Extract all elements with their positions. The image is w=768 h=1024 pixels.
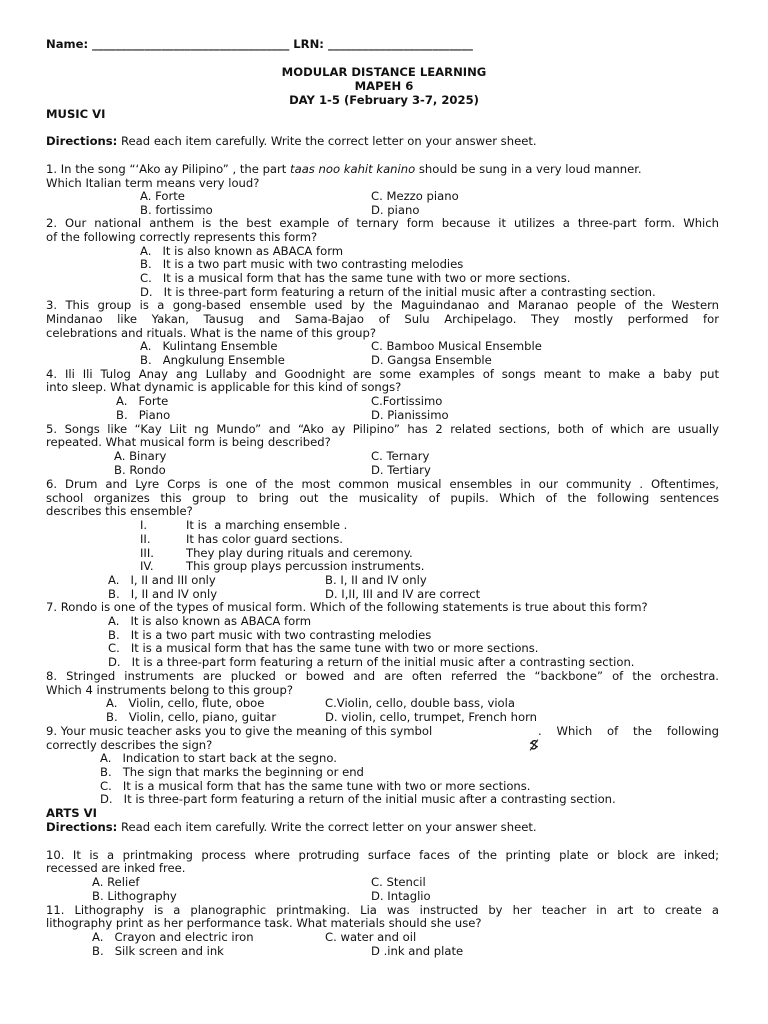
q10-option-d: D. Intaglio [371, 889, 431, 903]
q6-roman-3-text: They play during rituals and ceremony. [186, 546, 413, 560]
question-6-line-1: 6. Drum and Lyre Corps is one of the most common musical ensembles in our community . Oftentimes, [46, 477, 719, 491]
question-9-line-2: correctly describes the sign? [46, 738, 213, 752]
q5-option-a: A. Binary [114, 449, 167, 463]
question-5-line-1: 5. Songs like “Kay Liit ng Mundo” and “Ako ay Pilipino” has 2 related sections, both of which are usually [46, 422, 719, 436]
q6-option-a: A. I, II and III only [108, 573, 216, 587]
music-directions [46, 135, 537, 148]
q2-option-c: C. It is a musical form that has the same tune with two or more sections. [140, 271, 571, 285]
question-6-line-2: school organizes this group to bring out the musicality of pupils. Which of the following sentences [46, 491, 719, 505]
title-line-1: MODULAR DISTANCE LEARNING [281, 65, 487, 79]
q2-option-a: A. It is also known as ABACA form [140, 244, 344, 258]
q6-roman-3-num: III. [140, 546, 154, 560]
q10-option-a: A. Relief [92, 875, 140, 889]
q4-option-b: B. Piano [116, 408, 171, 422]
title-line-3: DAY 1-5 (February 3-7, 2025) [289, 93, 479, 107]
name-blank: __________________________________ [92, 37, 290, 51]
q5-option-b: B. Rondo [114, 463, 166, 477]
question-11-line-2: lithography print as her performance task. What materials should she use? [46, 916, 482, 930]
question-3-line-3: celebrations and rituals. What is the name of this group? [46, 326, 377, 340]
arts-directions [46, 821, 537, 834]
q4-option-d: D. Pianissimo [371, 408, 449, 422]
directions-label: Directions: [46, 134, 118, 148]
q6-option-b-right: B. I, II and IV only [325, 573, 427, 587]
q11-option-c: C. water and oil [325, 930, 417, 944]
question-6-line-3: describes this ensemble? [46, 504, 193, 518]
question-8-line-2: Which 4 instruments belong to this group? [46, 683, 294, 697]
arts-directions-label: Directions: [46, 820, 118, 834]
q10-option-c: C. Stencil [371, 875, 426, 889]
question-10-line-1: 10. It is a printmaking process where protruding surface faces of the printing plate or block are inked; [46, 848, 719, 862]
segno-icon [512, 725, 541, 768]
q3-option-b: B. Angkulung Ensemble [140, 353, 285, 367]
q8-option-d: D. violin, cello, trumpet, French horn [325, 710, 537, 724]
q4-option-a: A. Forte [116, 394, 169, 408]
q1-option-c: C. Mezzo piano [371, 189, 459, 203]
q7-option-b: B. It is a two part music with two contrasting melodies [108, 628, 432, 642]
q1-option-d: D. piano [371, 203, 420, 217]
question-10-line-2: recessed are inked free. [46, 861, 186, 875]
q7-option-c: C. It is a musical form that has the same tune with two or more sections. [108, 641, 539, 655]
name-label: Name: [46, 37, 93, 51]
q6-roman-2-num: II. [140, 532, 151, 546]
q1-option-b: B. fortissimo [140, 203, 213, 217]
q2-option-b: B. It is a two part music with two contrasting melodies [140, 257, 464, 271]
question-9-line-1b: . Which of the following [538, 724, 719, 738]
q6-roman-2-text: It has color guard sections. [186, 532, 343, 546]
q7-option-d: D. It is a three-part form featuring a return of the initial music after a contrasting section. [108, 655, 635, 669]
question-7-line-1: 7. Rondo is one of the types of musical form. Which of the following statements is true about this form? [46, 600, 648, 614]
question-9-line-1a: 9. Your music teacher asks you to give the meaning of this symbol [46, 724, 433, 738]
q9-option-d: D. It is three-part form featuring a return of the initial music after a contrasting section. [100, 792, 616, 806]
question-8-line-1: 8. Stringed instruments are plucked or bowed and are often referred the “backbone” of the orchestra. [46, 669, 719, 683]
lrn-label: LRN: [289, 37, 328, 51]
question-5-line-2: repeated. What musical form is being described? [46, 435, 331, 449]
q2-option-d: D. It is three-part form featuring a return of the initial music after a contrasting section. [140, 285, 656, 299]
q7-option-a: A. It is also known as ABACA form [108, 614, 312, 628]
music-section-heading: MUSIC VI [46, 107, 106, 121]
question-11-line-1: 11. Lithography is a planographic printmaking. Lia was instructed by her teacher in art to create a [46, 903, 719, 917]
question-1-line-2: Which Italian term means very loud? [46, 176, 260, 190]
q3-option-a: A. Kulintang Ensemble [140, 339, 278, 353]
arts-directions-text: Read each item carefully. Write the correct letter on your answer sheet. [117, 820, 537, 834]
directions-text: Read each item carefully. Write the correct letter on your answer sheet. [117, 134, 537, 148]
q5-option-d: D. Tertiary [371, 463, 431, 477]
q8-option-a: A. Violin, cello, flute, oboe [106, 696, 265, 710]
q9-option-b: B. The sign that marks the beginning or end [100, 765, 364, 779]
q10-option-b: B. Lithography [92, 889, 177, 903]
song-excerpt: taas noo kahit kanino [290, 162, 416, 176]
q11-option-b: B. Silk screen and ink [92, 944, 224, 958]
q11-option-d: D .ink and plate [371, 944, 464, 958]
q6-option-b-left: B. I, II and IV only [108, 587, 218, 601]
arts-section-heading: ARTS VI [46, 806, 97, 820]
q4-option-c: C.Fortissimo [371, 394, 443, 408]
q6-roman-4-text: This group plays percussion instruments. [186, 559, 425, 573]
q3-option-d: D. Gangsa Ensemble [371, 353, 492, 367]
q3-option-c: C. Bamboo Musical Ensemble [371, 339, 542, 353]
name-lrn-line [46, 38, 473, 51]
q5-option-c: C. Ternary [371, 449, 430, 463]
q9-option-c: C. It is a musical form that has the same tune with two or more sections. [100, 779, 531, 793]
q6-option-d: D. I,II, III and IV are correct [325, 587, 481, 601]
lrn-blank: _________________________ [327, 37, 473, 51]
q11-option-a: A. Crayon and electric iron [92, 930, 254, 944]
title-line-2: MAPEH 6 [354, 79, 414, 93]
q8-option-b: B. Violin, cello, piano, guitar [106, 710, 277, 724]
q6-roman-4-num: IV. [140, 559, 154, 573]
q8-option-c: C.Violin, cello, double bass, viola [325, 696, 515, 710]
question-1-line-1: 1. In the song “‘Ako ay Pilipino” , the part taas noo kahit kanino should be sung in a very loud manner. [46, 162, 642, 176]
question-2-line-2: of the following correctly represents this form? [46, 230, 318, 244]
q1-option-a: A. Forte [140, 189, 185, 203]
question-3-line-1: 3. This group is a gong-based ensemble used by the Maguindanao and Maranao people of the Western [46, 298, 719, 312]
question-2-line-1: 2. Our national anthem is the best example of ternary form because it utilizes a three-part form. Which [46, 216, 719, 230]
q6-roman-1-text: It is a marching ensemble . [186, 518, 348, 532]
question-4-line-2: into sleep. What dynamic is applicable for this kind of songs? [46, 380, 402, 394]
question-3-line-2: Mindanao like Yakan, Tausug and Sama-Bajao of Sulu Archipelago. They mostly performed for [46, 312, 719, 326]
q6-roman-1-num: I. [140, 518, 148, 532]
q9-option-a: A. Indication to start back at the segno. [100, 751, 337, 765]
question-4-line-1: 4. Ili Ili Tulog Anay ang Lullaby and Goodnight are some examples of songs meant to make a baby put [46, 367, 719, 381]
